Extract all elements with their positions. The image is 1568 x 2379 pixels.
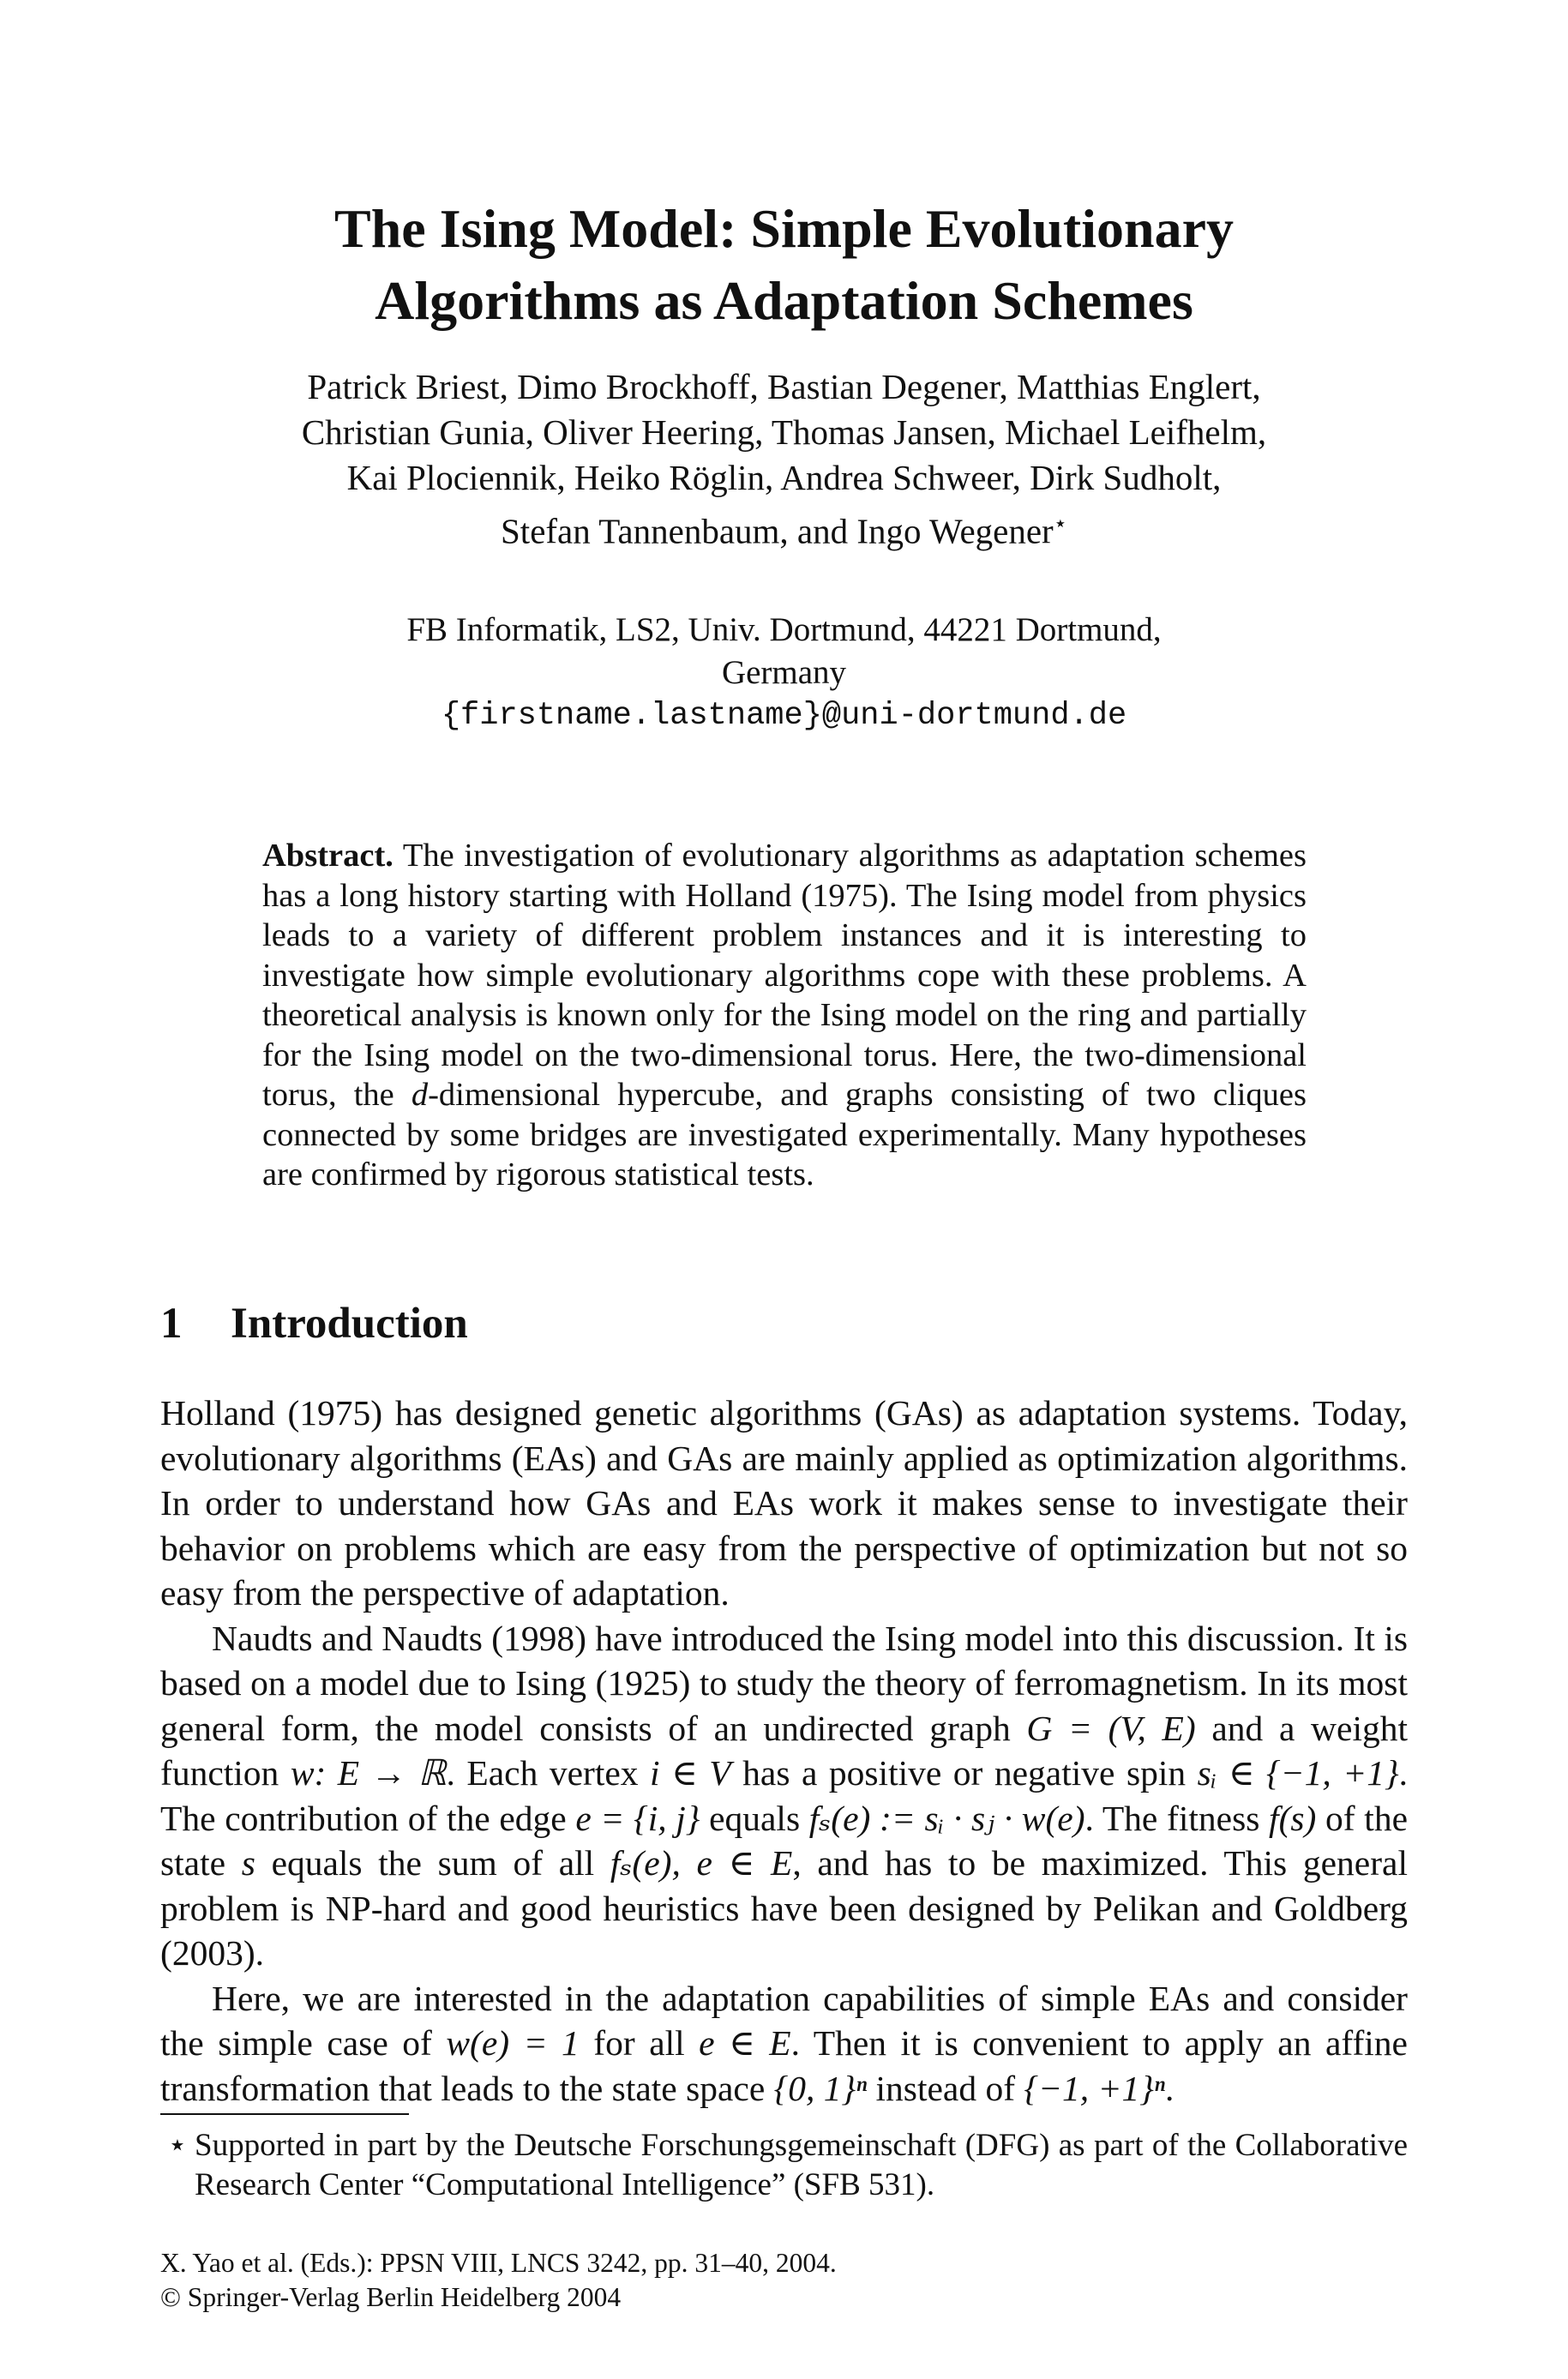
body-text bbox=[160, 1391, 1408, 2111]
section-heading bbox=[160, 1299, 468, 1349]
author-footnote-marker: ⋆ bbox=[1053, 511, 1067, 536]
section-number: 1 bbox=[160, 1300, 183, 1348]
abstract-label: Abstract. bbox=[262, 838, 394, 874]
p2-text: and a weight function bbox=[160, 1708, 1409, 1793]
p2-text: equals the sum of all bbox=[255, 1843, 610, 1883]
p2-math: i ∈ V bbox=[650, 1753, 731, 1793]
p3-text: . bbox=[1164, 2068, 1174, 2108]
abstract-math-d: d bbox=[411, 1077, 429, 1113]
p2-text: of the state bbox=[160, 1798, 1408, 1883]
footnote bbox=[160, 2126, 1408, 2205]
author-email: {firstname.lastname}@uni-dortmund.de bbox=[441, 698, 1127, 734]
authors-line-2: Christian Gunia, Oliver Heering, Thomas Jansen, Michael Leifhelm, bbox=[301, 412, 1267, 452]
p2-text: equals bbox=[700, 1798, 809, 1838]
abstract-text-b: -dimensional hypercube, and graphs consisting of two cliques connected by some bridges are investigated experimentally. Many hypotheses are confirmed by rigorous statistical tests. bbox=[262, 1077, 1307, 1193]
p2-math: fₛ(e) := sᵢ · sⱼ · w(e) bbox=[808, 1798, 1085, 1838]
title-line-1: The Ising Model: Simple Evolutionary bbox=[334, 198, 1234, 259]
authors-line-3: Kai Plociennik, Heiko Röglin, Andrea Schweer, Dirk Sudholt, bbox=[346, 458, 1222, 497]
p2-math: w: E → ℝ bbox=[290, 1753, 447, 1793]
authors-line-1: Patrick Briest, Dimo Brockhoff, Bastian Degener, Matthias Englert, bbox=[307, 367, 1261, 406]
paper-title bbox=[0, 193, 1568, 337]
paragraph-2 bbox=[160, 1616, 1408, 1976]
p3-math: w(e) = 1 bbox=[446, 2023, 580, 2063]
p2-math: fₛ(e), e ∈ E bbox=[610, 1843, 793, 1883]
affiliation bbox=[0, 609, 1568, 737]
footnote-marker: ⋆ bbox=[167, 2128, 188, 2163]
affiliation-line-1: FB Informatik, LS2, Univ. Dortmund, 44221 Dortmund, bbox=[406, 611, 1162, 648]
p2-math: G = (V, E) bbox=[1026, 1708, 1196, 1748]
p2-text: has a positive or negative spin bbox=[730, 1753, 1198, 1793]
abstract bbox=[262, 836, 1307, 1195]
p2-text: . The fitness bbox=[1084, 1798, 1270, 1838]
p3-text: for all bbox=[579, 2023, 700, 2063]
footnote-text: Supported in part by the Deutsche Forschungsgemeinschaft (DFG) as part of the Collaborative Research Center “Computational Intelligence” (SFB 531). bbox=[195, 2128, 1408, 2202]
title-line-2: Algorithms as Adaptation Schemes bbox=[375, 270, 1193, 331]
p3-text: instead of bbox=[867, 2068, 1024, 2108]
p2-text: . Each vertex bbox=[446, 1753, 651, 1793]
p3-math: {−1, +1}ⁿ bbox=[1024, 2068, 1165, 2108]
footnote-rule bbox=[160, 2113, 409, 2115]
p2-math: sᵢ ∈ {−1, +1} bbox=[1197, 1753, 1399, 1793]
p3-math: {0, 1}ⁿ bbox=[773, 2068, 868, 2108]
p3-math: e ∈ E bbox=[699, 2023, 791, 2063]
abstract-text-a: The investigation of evolutionary algorithms as adaptation schemes has a long history starting with Holland (1975). The Ising model from physics leads to a variety of different problem instances and it is interesting to investigate how simple evolutionary algorithms cope with these problems. A theoretical analysis is known only for the Ising model on the ring and partially for the Ising model on the two-dimensional torus. Here, the two-dimensional torus, the bbox=[262, 838, 1307, 1113]
p2-text: . The contribution of the edge bbox=[160, 1753, 1409, 1838]
p3-text: Here, we are interested in the adaptation capabilities of simple EAs and consider the simple case of bbox=[160, 1978, 1408, 2063]
p3-text: . Then it is convenient to apply an affine transformation that leads to the state space bbox=[160, 2023, 1408, 2108]
p2-text: , and has to be maximized. This general problem is NP-hard and good heuristics have been designed by Pelikan and Goldberg (2003). bbox=[160, 1843, 1408, 1973]
p2-math: s bbox=[241, 1843, 255, 1883]
authors-line-4 bbox=[0, 501, 1568, 555]
authors-line-4-text: Stefan Tannenbaum, and Ingo Wegener bbox=[501, 511, 1054, 551]
paragraph-3 bbox=[160, 1976, 1408, 2112]
affiliation-line-2: Germany bbox=[721, 654, 847, 691]
citation-line-2: © Springer-Verlag Berlin Heidelberg 2004 bbox=[160, 2282, 622, 2312]
author-list bbox=[0, 364, 1568, 555]
publication-citation bbox=[160, 2246, 837, 2315]
section-title: Introduction bbox=[231, 1300, 468, 1348]
p2-text: Naudts and Naudts (1998) have introduced the Ising model into this discussion. It is based on a model due to Ising (1925) to study the theory of ferromagnetism. In its most general form, the model consists of an undirected graph bbox=[160, 1618, 1408, 1748]
p2-math: f(s) bbox=[1269, 1798, 1317, 1838]
paragraph-1: Holland (1975) has designed genetic algorithms (GAs) as adaptation systems. Today, evolutionary algorithms (EAs) and GAs are mainly applied as optimization algorithms. In order to understand how GAs and EAs work it makes sense to investigate their behavior on problems which are easy from the perspective of optimization but not so easy from the perspective of adaptation. bbox=[160, 1393, 1408, 1613]
p2-math: e = {i, j} bbox=[575, 1798, 700, 1838]
citation-line-1: X. Yao et al. (Eds.): PPSN VIII, LNCS 3242, pp. 31–40, 2004. bbox=[160, 2248, 837, 2278]
